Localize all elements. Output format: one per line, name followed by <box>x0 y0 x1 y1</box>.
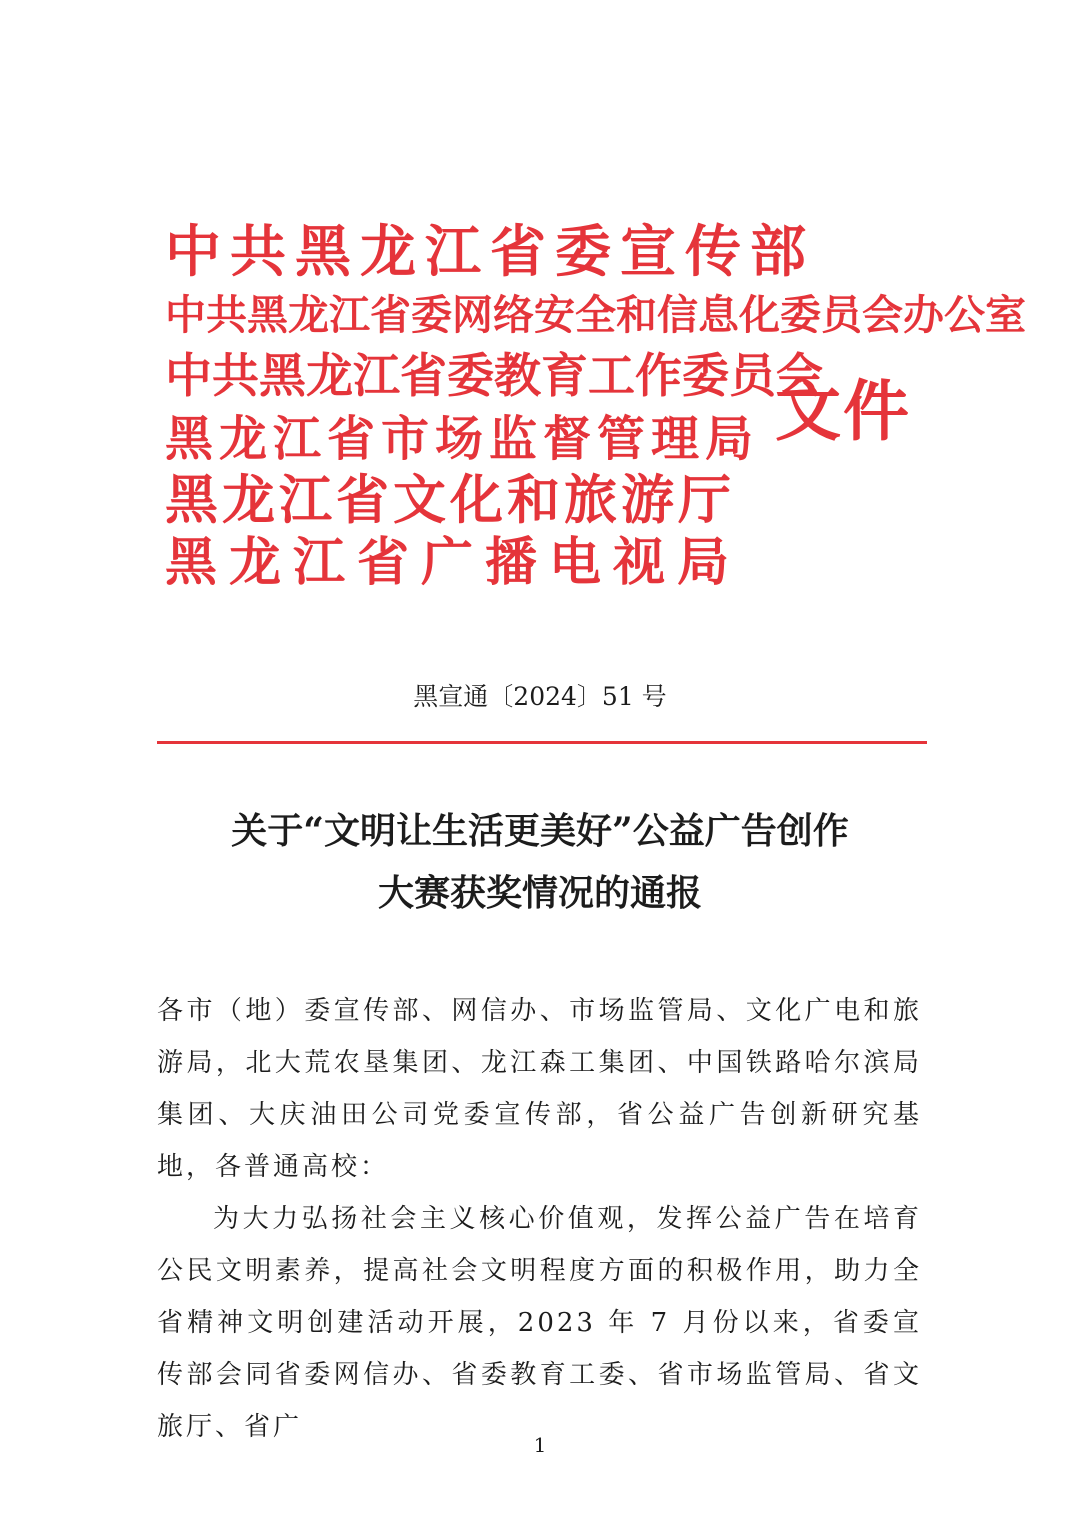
issuer-line: 中共黑龙江省委教育工作委员会 <box>165 349 823 404</box>
issuer-line: 黑龙江省广播电视局 <box>165 533 742 593</box>
issuer-line: 黑龙江省文化和旅游厅 <box>165 470 735 531</box>
document-title <box>150 800 930 924</box>
red-separator-line <box>157 741 927 744</box>
issuer-line: 中共黑龙江省委网络安全和信息化委员会办公室 <box>165 291 1026 339</box>
issuer-line: 中共黑龙江省委宣传部 <box>165 220 815 285</box>
title-line-2: 大赛获奖情况的通报 <box>377 872 702 914</box>
document-type-label: 文件 <box>775 373 911 450</box>
document-body <box>157 985 922 1453</box>
body-paragraph: 为大力弘扬社会主义核心价值观，发挥公益广告在培育公民文明素养，提高社会文明程度方面的积极作用，助力全省精神文明创建活动开展，2023 年 7 月份以来，省委宣传部会同省委网信办、省委教育工委、省市场监管局、省文旅厅、省广 <box>157 1204 922 1442</box>
issuer-line: 黑龙江省市场监督管理局 <box>165 411 760 467</box>
document-number: 黑宣通〔2024〕51 号 <box>413 682 667 711</box>
page-number: 1 <box>533 1433 547 1457</box>
salutation: 各市（地）委宣传部、网信办、市场监管局、文化广电和旅游局，北大荒农垦集团、龙江森工集团、中国铁路哈尔滨局集团、大庆油田公司党委宣传部，省公益广告创新研究基地，各普通高校： <box>157 996 922 1182</box>
title-line-1: 关于“文明让生活更美好”公益广告创作 <box>231 810 849 852</box>
